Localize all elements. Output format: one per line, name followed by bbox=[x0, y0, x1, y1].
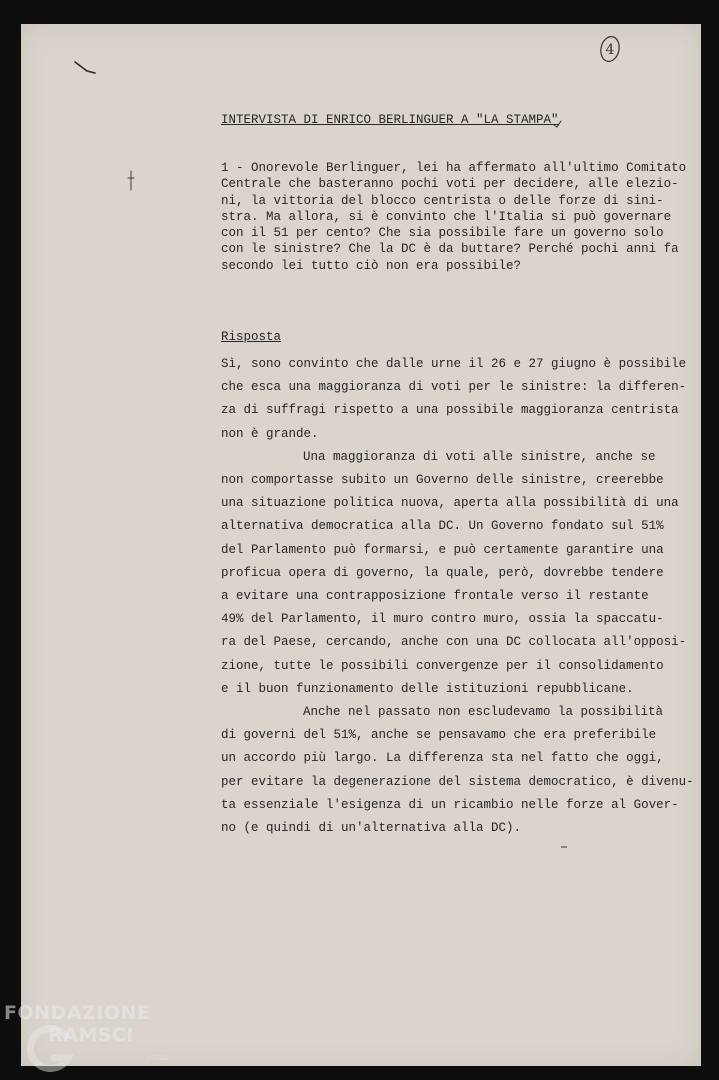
question-line: con il 51 per cento? Che sia possibile fare un governo solo bbox=[221, 226, 664, 241]
watermark-line-2: RAMSCI bbox=[48, 1024, 134, 1046]
watermark-line-1: FONDAZIONE bbox=[4, 1002, 151, 1024]
answer-line: ra del Paese, cercando, anche con una DC collocata all'opposi- bbox=[221, 635, 687, 650]
page-number-text: 4 bbox=[605, 42, 615, 58]
answer-line: Anche nel passato non escludevamo la possibilità bbox=[303, 705, 664, 720]
document-title: INTERVISTA DI ENRICO BERLINGUER A "LA STAMPA" bbox=[221, 113, 559, 127]
pencil-tick-mark bbox=[73, 60, 97, 76]
answer-line: e il buon funzionamento delle istituzioni repubblicane. bbox=[221, 681, 634, 696]
answer-line: 49% del Parlamento, il muro contro muro, ossia la spaccatu- bbox=[221, 612, 664, 627]
answer-line: no (e quindi di un'alternativa alla DC). bbox=[221, 821, 522, 836]
answer-line: non è grande. bbox=[221, 426, 319, 441]
answer-line: ta essenziale l'esigenza di un ricambio nelle forze al Gover- bbox=[221, 797, 679, 812]
answer-line: Sì, sono convinto che dalle urne il 26 e 27 giugno è possibile bbox=[221, 357, 687, 371]
question-line: secondo lei tutto ciò non era possibile? bbox=[221, 258, 522, 273]
answer-paragraph-1 bbox=[221, 353, 687, 446]
answer-line: zione, tutte le possibili convergenze per il consolidamento bbox=[221, 658, 664, 673]
answer-line: di governi del 51%, anche se pensavamo che era preferibile bbox=[221, 728, 657, 743]
document-page bbox=[21, 24, 701, 1066]
answer-paragraph-2 bbox=[221, 446, 687, 701]
watermark-line-3: onlus bbox=[147, 1053, 169, 1062]
question-line: stra. Ma allora, si è convinto che l'Italia si può governare bbox=[221, 209, 672, 224]
answer-line: a evitare una contrapposizione frontale verso il restante bbox=[221, 589, 649, 604]
fondazione-gramsci-watermark bbox=[4, 1002, 204, 1078]
answer-line: proficua opera di governo, la quale, però, dovrebbe tendere bbox=[221, 565, 664, 580]
answer-line: un accordo più largo. La differenza sta nel fatto che oggi, bbox=[221, 751, 664, 766]
pencil-dash-mark bbox=[560, 845, 568, 849]
answer-line: del Parlamento può formarsi, e può certamente garantire una bbox=[221, 542, 664, 557]
answer-line: non comportasse subito un Governo delle sinistre, creerebbe bbox=[221, 473, 664, 488]
answer-line: Una maggioranza di voti alle sinistre, anche se bbox=[303, 449, 656, 464]
answer-line: per evitare la degenerazione del sistema democratico, è divenu- bbox=[221, 774, 694, 789]
question-line: 1 - Onorevole Berlinguer, lei ha affermato all'ultimo Comitato bbox=[221, 161, 687, 175]
answer-line: alternativa democratica alla DC. Un Governo fondato sul 51% bbox=[221, 519, 664, 534]
question-line: ni, la vittoria del blocco centrista o delle forze di sini- bbox=[221, 193, 664, 208]
question-line: con le sinistre? Che la DC è da buttare? Perché pochi anni fa bbox=[221, 242, 679, 257]
answer-block bbox=[221, 353, 694, 840]
pencil-margin-mark bbox=[126, 170, 136, 192]
handwritten-page-number bbox=[599, 34, 621, 64]
answer-line: za di suffragi rispetto a una possibile maggioranza centrista bbox=[221, 403, 679, 418]
answer-line: una situazione politica nuova, aperta alla possibilità di una bbox=[221, 496, 679, 511]
question-line: Centrale che basteranno pochi voti per decidere, alle elezio- bbox=[221, 177, 679, 192]
answer-line: che esca una maggioranza di voti per le sinistre: la differen- bbox=[221, 380, 687, 395]
question-block bbox=[221, 160, 687, 274]
answer-heading: Risposta bbox=[221, 330, 282, 344]
answer-paragraph-3 bbox=[221, 701, 694, 840]
